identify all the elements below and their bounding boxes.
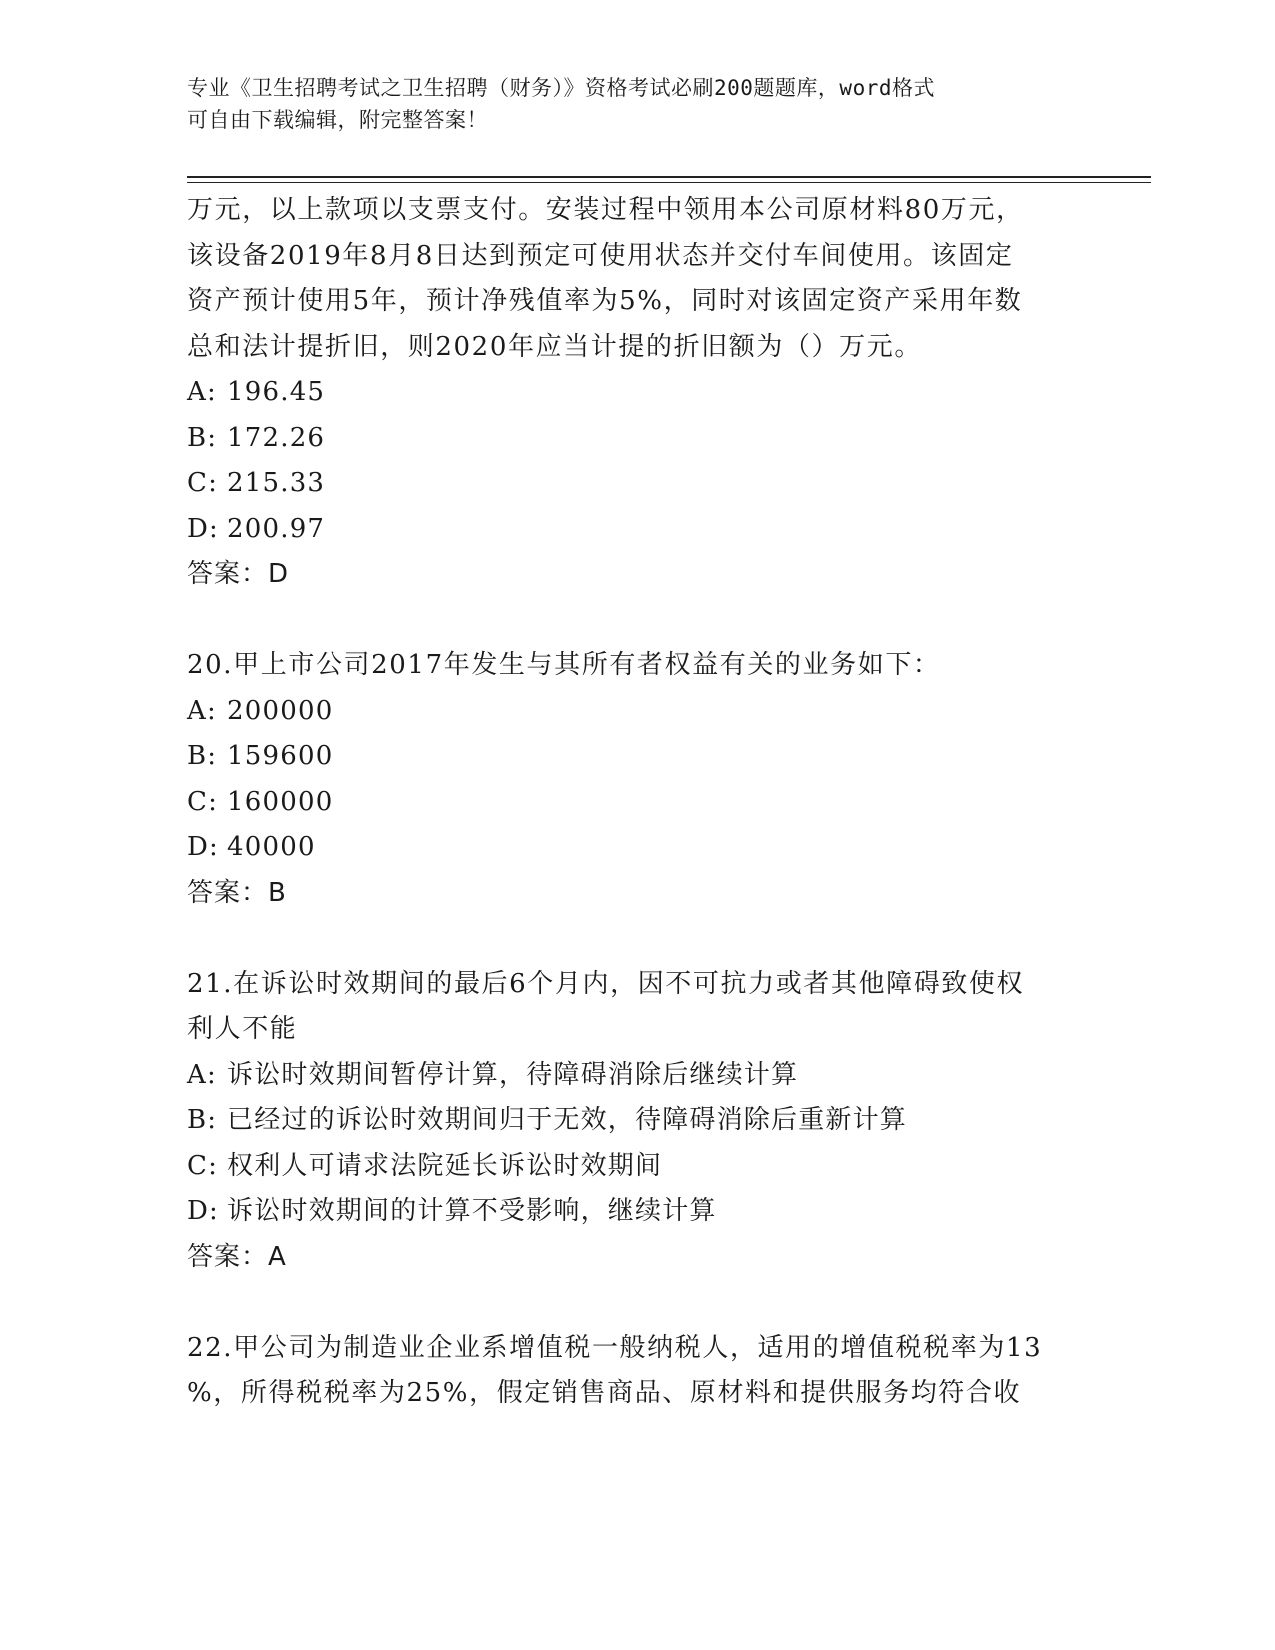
option-key: A:: [187, 1059, 217, 1090]
question-text-line: %，所得税税率为25%，假定销售商品、原材料和提供服务均符合收: [187, 1378, 1022, 1408]
option-a: [187, 1053, 1087, 1099]
option-key: C:: [187, 468, 219, 498]
question-list: [187, 188, 1087, 1417]
question-text-line: 该设备2019年8月8日达到预定可使用状态并交付车间使用。该固定: [187, 240, 1014, 271]
option-text: 160000: [227, 786, 334, 817]
question-block: [187, 188, 1087, 598]
spacer: [187, 916, 1087, 962]
option-b: [187, 416, 1087, 462]
option-key: B:: [187, 1105, 218, 1135]
question-text-line: 21.在诉讼时效期间的最后6个月内，因不可抗力或者其他障碍致使权: [187, 968, 1025, 999]
option-b: [187, 1098, 1087, 1144]
option-key: D:: [187, 513, 220, 544]
question-text-line: 总和法计提折旧，则2020年应当计提的折旧额为（）万元。: [187, 331, 922, 362]
option-key: A:: [187, 377, 217, 407]
header-divider-thick: [187, 176, 1151, 178]
question-block: [187, 643, 1087, 916]
option-key: B:: [187, 422, 218, 453]
option-d: [187, 825, 1087, 871]
option-text: 215.33: [227, 468, 326, 498]
option-key: C:: [187, 1150, 219, 1181]
option-c: [187, 1144, 1087, 1190]
document-header: [187, 72, 1067, 136]
option-text: 172.26: [227, 422, 326, 453]
question-text-line: 20.甲上市公司2017年发生与其所有者权益有关的业务如下：: [187, 650, 941, 680]
question-text-line: 万元，以上款项以支票支付。安装过程中领用本公司原材料80万元，: [187, 195, 1024, 225]
option-text: 196.45: [227, 377, 326, 407]
spacer: [187, 598, 1087, 644]
answer-label: 答案：A: [187, 1241, 287, 1272]
option-text: 诉讼时效期间暂停计算，待障碍消除后继续计算: [227, 1059, 799, 1090]
header-divider-thin: [187, 182, 1151, 183]
question-block: [187, 962, 1087, 1281]
option-text: 40000: [227, 832, 316, 862]
option-key: B:: [187, 741, 218, 771]
option-a: [187, 370, 1087, 416]
option-key: D:: [187, 1196, 220, 1226]
option-c: [187, 461, 1087, 507]
option-text: 159600: [227, 741, 334, 771]
question-text-line: 22.甲公司为制造业企业系增值税一般纳税人，适用的增值税税率为13: [187, 1332, 1043, 1363]
spacer: [187, 1280, 1087, 1326]
option-key: A:: [187, 695, 217, 726]
question-block: [187, 1326, 1087, 1417]
question-text-line: 利人不能: [187, 1014, 298, 1044]
option-text: 诉讼时效期间的计算不受影响，继续计算: [227, 1196, 717, 1226]
header-line-1: 专业《卫生招聘考试之卫生招聘（财务）》资格考试必刷200题题库，word格式: [187, 76, 935, 100]
option-key: D:: [187, 832, 220, 862]
answer-label: 答案：B: [187, 877, 287, 908]
option-b: [187, 734, 1087, 780]
option-text: 200000: [227, 695, 334, 726]
header-line-2: 可自由下载编辑，附完整答案！: [187, 108, 488, 132]
option-key: C:: [187, 786, 219, 817]
question-text-line: 资产预计使用5年，预计净残值率为5%，同时对该固定资产采用年数: [187, 286, 1023, 316]
option-text: 权利人可请求法院延长诉讼时效期间: [227, 1150, 663, 1181]
option-text: 200.97: [227, 513, 326, 544]
option-d: [187, 1189, 1087, 1235]
option-c: [187, 780, 1087, 826]
option-d: [187, 507, 1087, 553]
option-a: [187, 689, 1087, 735]
answer-label: 答案：D: [187, 559, 290, 589]
option-text: 已经过的诉讼时效期间归于无效，待障碍消除后重新计算: [227, 1105, 908, 1135]
